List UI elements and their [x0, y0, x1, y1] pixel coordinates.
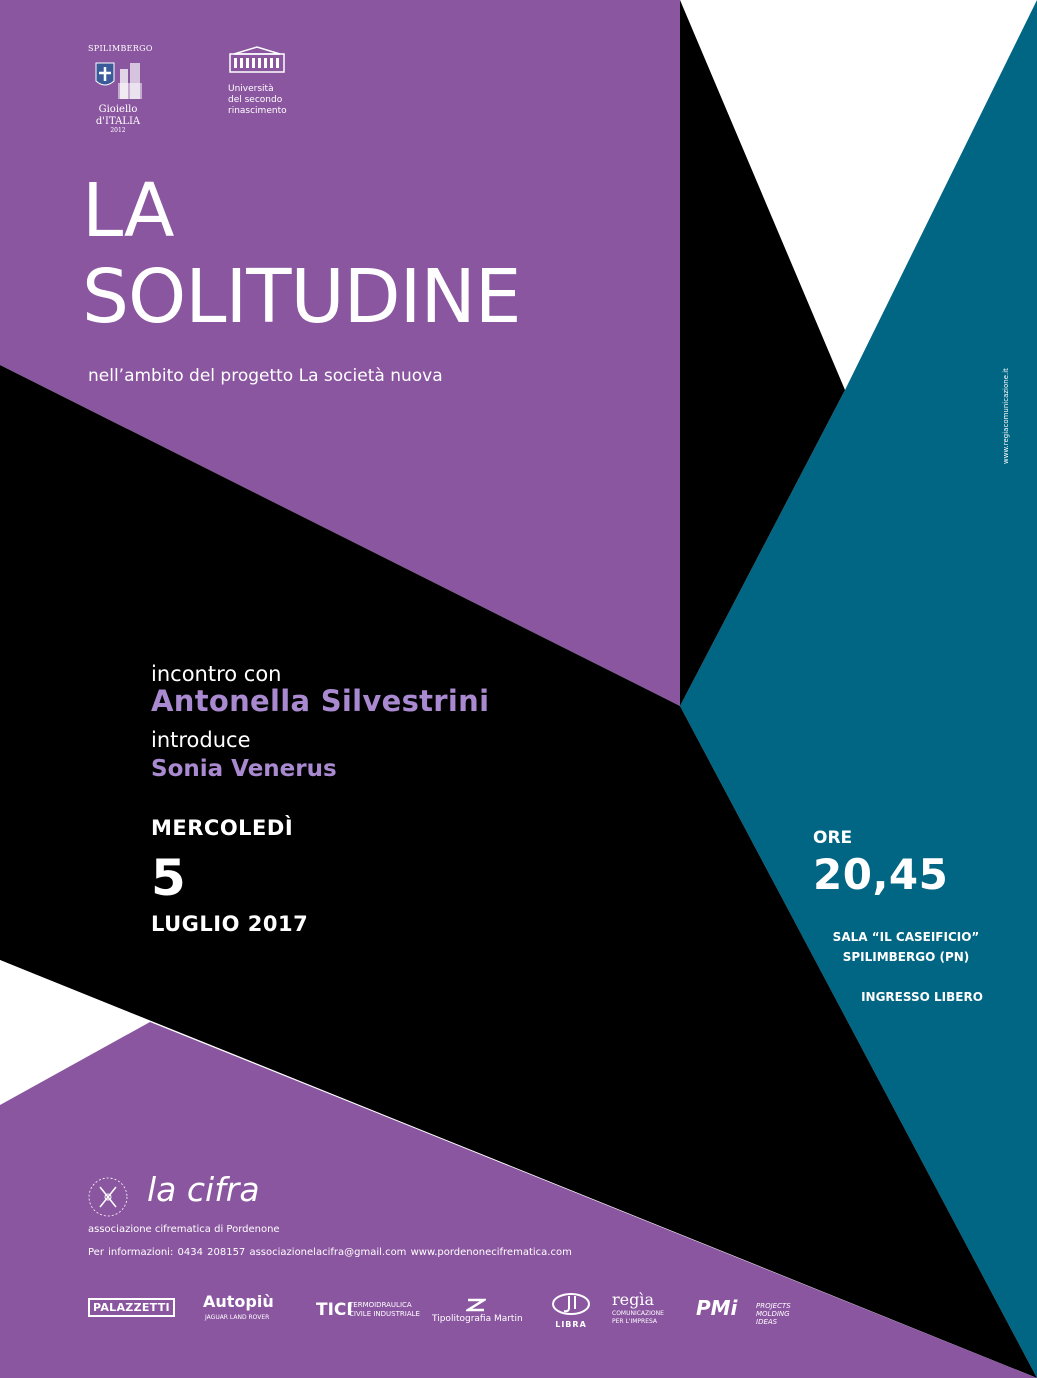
universita-line-3: rinascimento	[228, 106, 287, 116]
meeting-label: incontro con	[151, 662, 282, 686]
subtitle-project: La società nuova	[298, 366, 443, 386]
contact-info: Per informazioni: 0434 208157 associazionelacifra@gmail.com www.pordenonecifrematica.com	[88, 1247, 572, 1258]
spilimbergo-logo-text: SPILIMBERGO	[88, 44, 153, 53]
event-day: 5	[151, 849, 186, 907]
universita-line-2: del secondo	[228, 95, 283, 105]
organizer-description: associazione cifrematica di Pordenone	[88, 1224, 280, 1235]
title-line-1: LA	[82, 168, 174, 254]
spilimbergo-logo	[88, 44, 153, 134]
spilimbergo-italia: d'ITALIA	[95, 116, 141, 127]
introduce-label: introduce	[151, 728, 251, 752]
sponsor-regia: regìa	[612, 1290, 655, 1309]
building-icon	[228, 46, 286, 74]
sponsor-libra	[549, 1292, 593, 1329]
event-time: 20,45	[813, 850, 949, 899]
spilimbergo-gioiello: Gioiello	[98, 104, 138, 115]
universita-line-1: Università	[228, 84, 274, 94]
spilimbergo-year: 2012	[110, 127, 126, 134]
sponsor-libra-label: LIBRA	[555, 1320, 587, 1329]
crest-icon	[92, 59, 144, 99]
introducer-name: Sonia Venerus	[151, 756, 337, 782]
sponsor-martin-label: Tipolitografia Martin	[432, 1314, 523, 1324]
subtitle	[88, 366, 443, 386]
sponsor-palazzetti: PALAZZETTI	[88, 1298, 175, 1317]
organizer-name: la cifra	[147, 1170, 260, 1209]
sponsor-pmi-sub: PROJECTS MOLDING IDEAS	[756, 1302, 791, 1326]
la-cifra-mark-icon	[84, 1174, 138, 1220]
event-month-year: LUGLIO 2017	[151, 912, 309, 936]
sponsor-regia-sub: COMUNICAZIONE PER L'IMPRESA	[612, 1310, 664, 1325]
sponsor-martin	[432, 1314, 523, 1324]
libra-logo-icon	[551, 1292, 591, 1316]
entry-note: INGRESSO LIBERO	[861, 990, 983, 1004]
venue-line-1: SALA “IL CASEIFICIO”	[832, 930, 980, 944]
venue-line-2: SPILIMBERGO (PN)	[842, 950, 970, 964]
speaker-name: Antonella Silvestrini	[151, 684, 490, 718]
event-title	[82, 168, 521, 340]
event-weekday: MERCOLEDÌ	[151, 816, 294, 840]
designer-credit: www.regiacomunicazione.it	[1002, 368, 1010, 464]
martin-logo-icon	[466, 1298, 486, 1312]
sponsor-tici-sub: TERMOIDRAULICA CIVILE INDUSTRIALE	[349, 1301, 420, 1318]
sponsor-autopiu-sub: JAGUAR LAND ROVER	[205, 1314, 270, 1321]
sponsor-autopiu: Autopiù	[203, 1292, 274, 1311]
subtitle-prefix: nell’ambito del progetto	[88, 366, 294, 386]
sponsor-tici: TICI	[316, 1300, 353, 1320]
universita-logo	[228, 46, 308, 117]
time-label: ORE	[813, 828, 853, 848]
title-line-2: SOLITUDINE	[82, 254, 521, 340]
sponsor-pmi: PMi	[696, 1296, 738, 1320]
